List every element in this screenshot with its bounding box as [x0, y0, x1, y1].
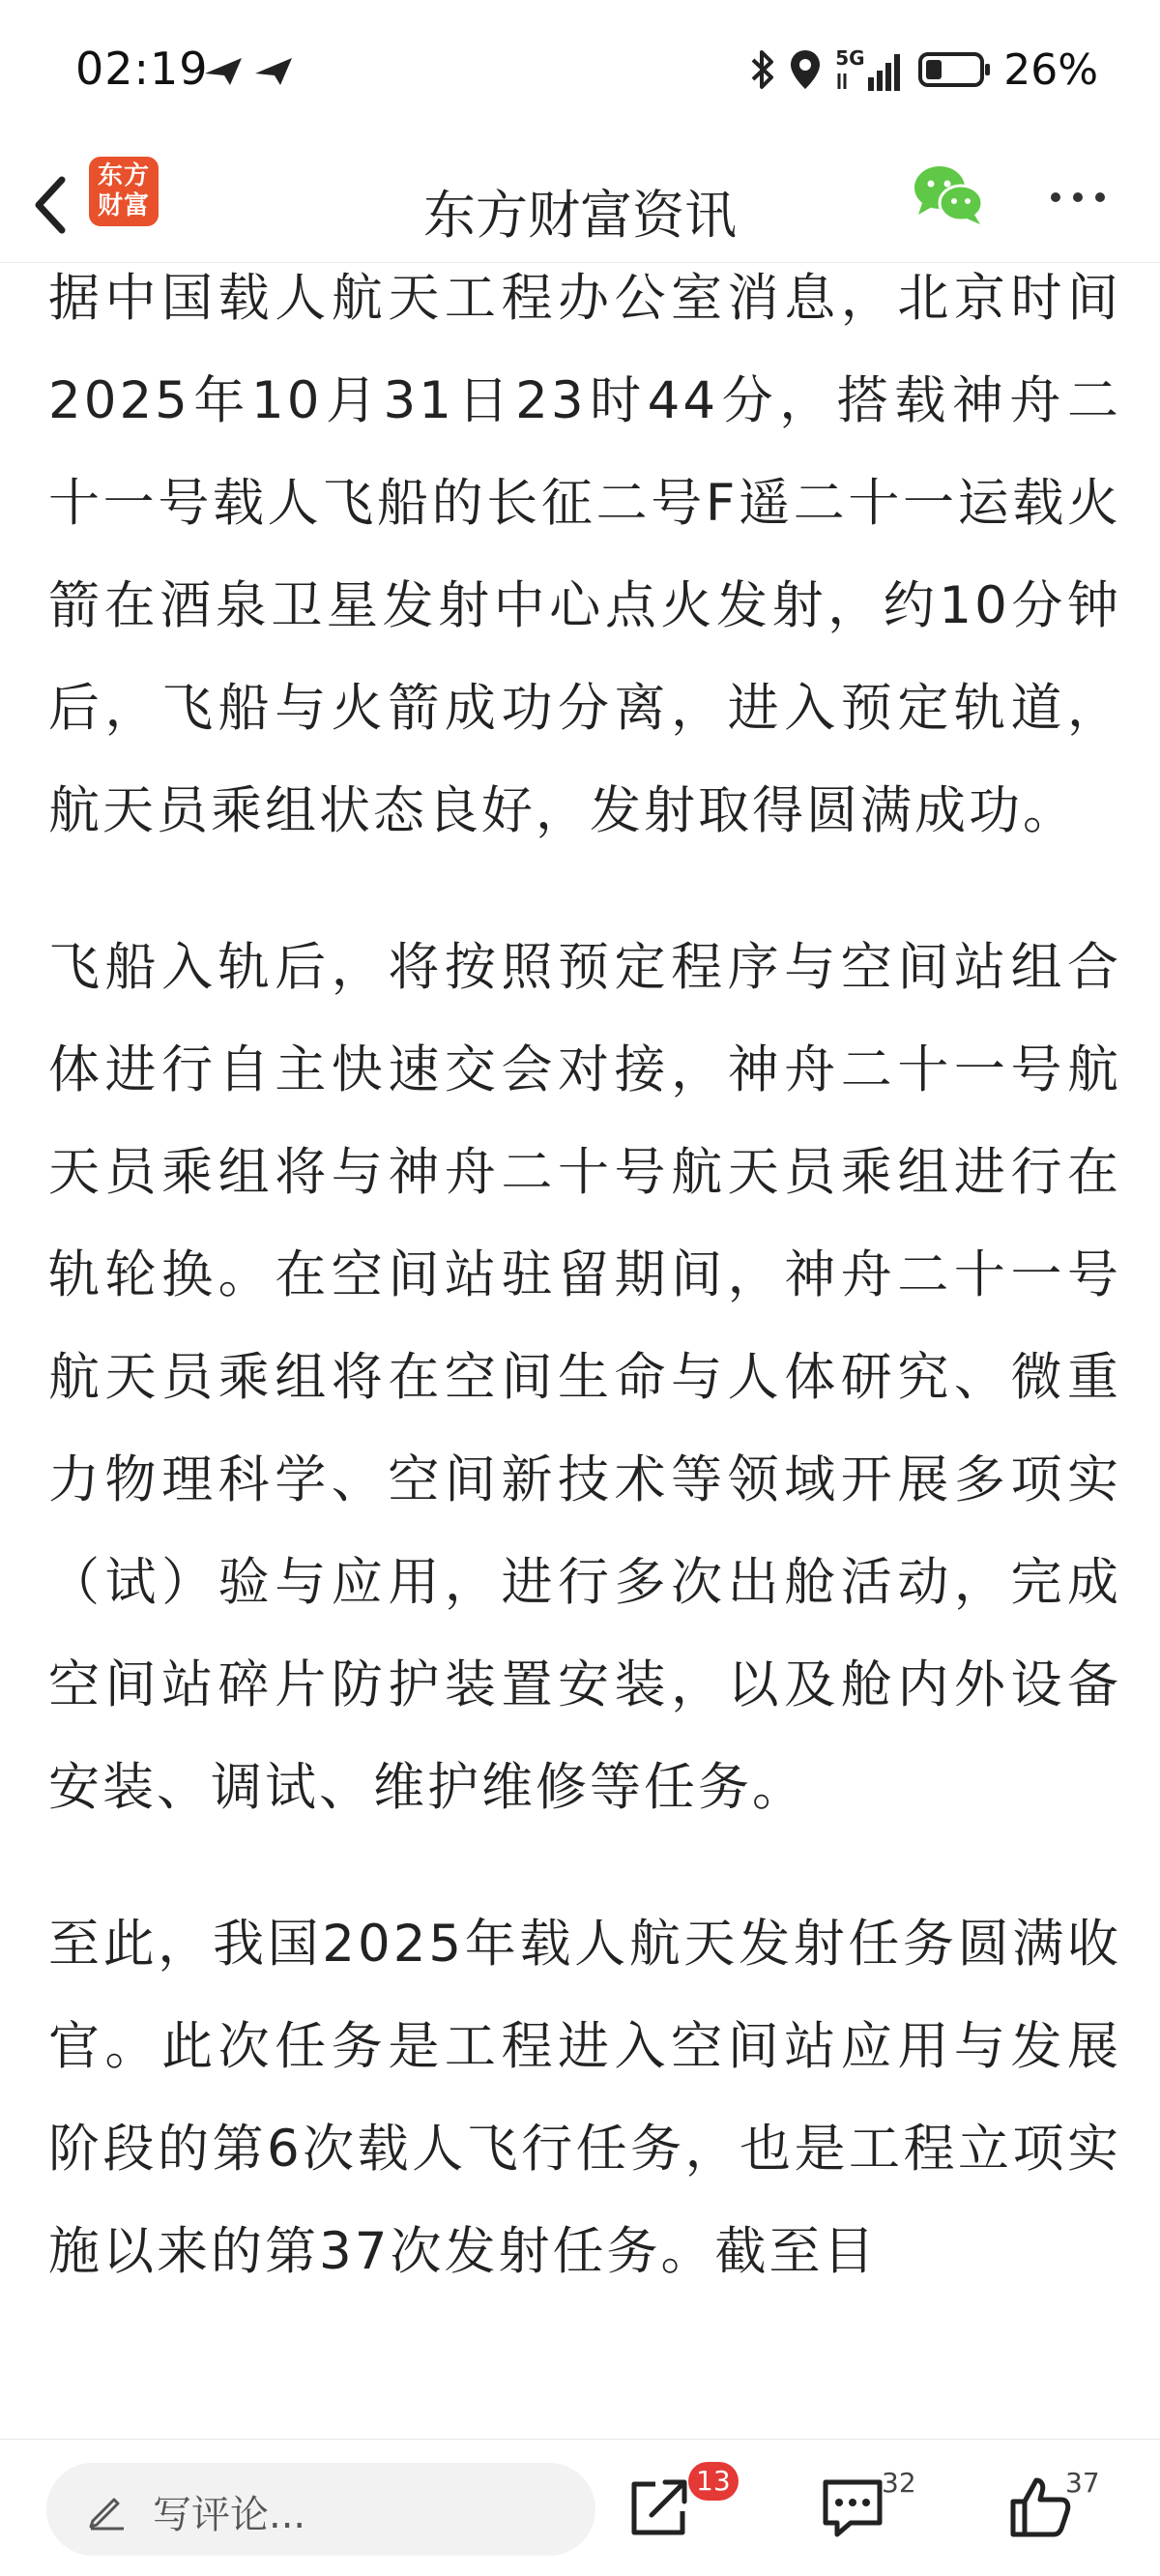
more-options-button[interactable]	[1044, 168, 1112, 226]
status-time: 02:19	[75, 43, 209, 95]
comment-input[interactable]	[46, 2463, 595, 2556]
article-paragraph: 据中国载人航天工程办公室消息，北京时间2025年10月31日23时44分，搭载神舟二十一号载人飞船的长征二号F遥二十一运载火箭在酒泉卫星发射中心点火发射，约10分钟后，飞船与火箭成功分离，进入预定轨道，航天员乘组状态良好，发射取得圆满成功。	[48, 269, 1121, 840]
page-title: 东方财富资讯	[423, 185, 737, 246]
article-body	[48, 263, 1121, 2439]
signal-indicator	[835, 46, 905, 93]
wechat-share-icon[interactable]	[913, 162, 986, 226]
bluetooth-icon	[750, 48, 775, 91]
article-paragraph: 至此，我国2025年载人航天发射任务圆满收官。此次任务是工程进入空间站应用与发展阶段的第6次载人飞行任务，也是工程立项实施以来的第37次发射任务。截至目	[48, 1915, 1121, 2281]
comments-button[interactable]	[818, 2473, 887, 2542]
app-header	[0, 145, 1160, 263]
bottom-action-bar	[0, 2439, 1160, 2576]
logo-text: 财富	[97, 191, 150, 220]
comment-count: 32	[882, 2467, 916, 2499]
airplane-icon	[253, 54, 296, 89]
like-count: 37	[1065, 2467, 1100, 2499]
share-icon	[624, 2473, 694, 2542]
share-button[interactable]	[624, 2473, 694, 2542]
logo-text: 东方	[97, 161, 150, 190]
airplane-icon	[203, 54, 246, 89]
app-logo[interactable]	[89, 157, 159, 226]
network-label: 5G	[835, 46, 865, 70]
status-indicators	[737, 41, 1098, 99]
comment-placeholder: 写评论...	[153, 2493, 306, 2537]
back-button[interactable]	[23, 166, 81, 244]
battery-icon	[918, 50, 992, 89]
share-count-badge: 13	[688, 2462, 739, 2501]
article-paragraph: 飞船入轨后，将按照预定程序与空间站组合体进行自主快速交会对接，神舟二十一号航天员乘组将与神舟二十号航天员乘组进行在轨轮换。在空间站驻留期间，神舟二十一号航天员乘组将在空间生命与人体研究、微重力物理科学、空间新技术等领域开展多项实（试）验与应用，进行多次出舱活动，完成空间站碎片防护装置安装，以及舱内外设备安装、调试、维护维修等任务。	[48, 938, 1121, 1817]
pen-icon	[85, 2488, 128, 2531]
signal-icon	[835, 46, 905, 93]
comment-icon	[818, 2473, 887, 2542]
location-icon	[789, 48, 822, 91]
status-bar	[0, 0, 1160, 145]
battery-percent: 26%	[1003, 44, 1098, 95]
